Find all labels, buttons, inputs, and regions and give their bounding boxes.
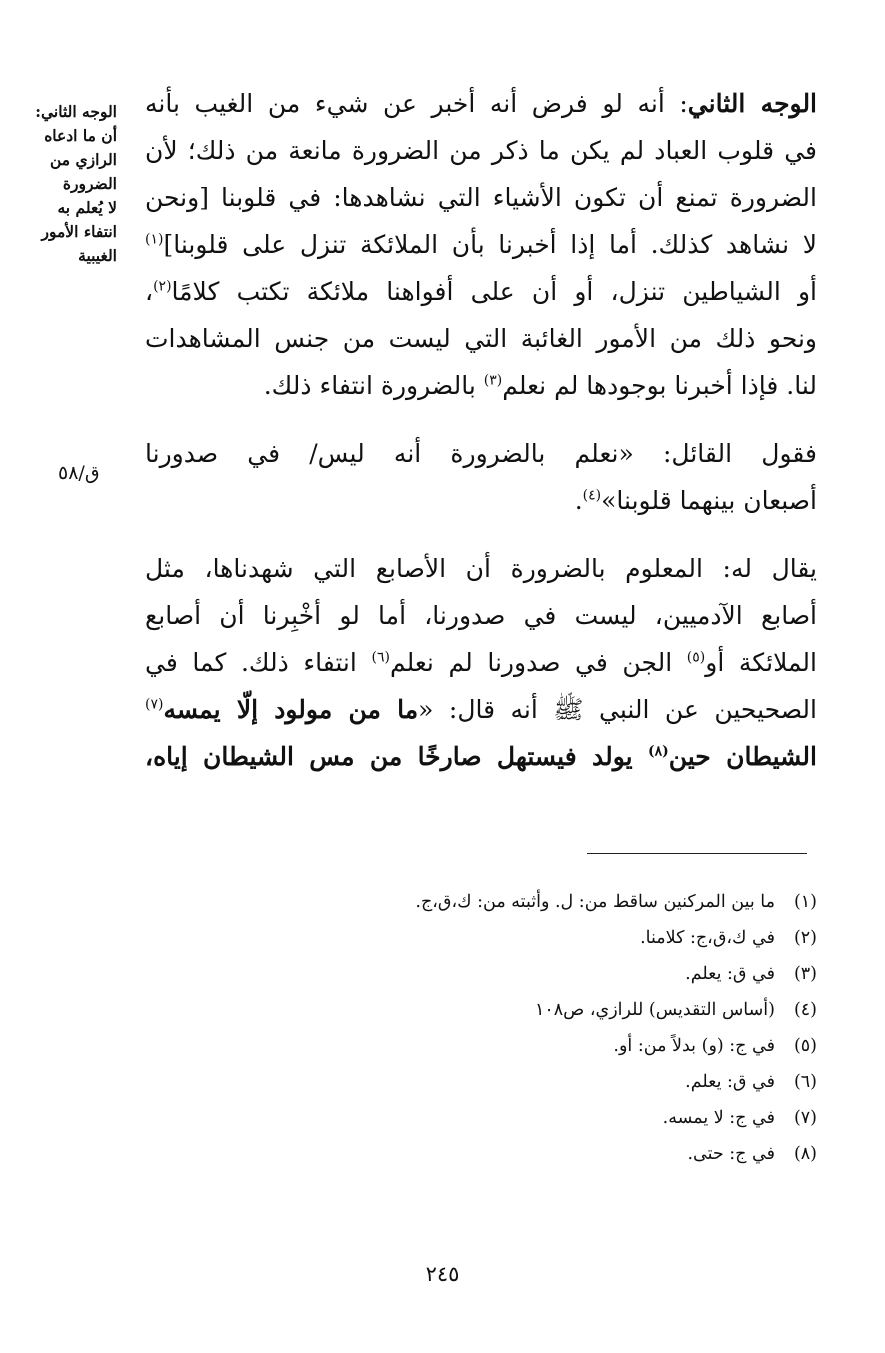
margin-note bbox=[25, 100, 117, 268]
footnote-ref: (٣) bbox=[483, 372, 503, 389]
text-line: لا نشاهد كذلك. أما إذا أخبرنا بأن الملائكة تنزل على قلوبنا]$^{(١)}$ bbox=[145, 230, 817, 259]
footnote-ref: (١) bbox=[145, 231, 164, 248]
footnote-number: (٢) bbox=[793, 928, 817, 948]
footnote-ref: (٨) bbox=[647, 743, 669, 760]
text-line: ونحو ذلك من الأمور الغائبة التي ليست من جنس المشاهدات bbox=[145, 324, 817, 353]
margin-note-line: لا يُعلم به bbox=[57, 198, 117, 217]
margin-note-line: الرازي من bbox=[49, 150, 117, 169]
footnote bbox=[145, 1028, 817, 1064]
footnote-ref: (٢) bbox=[153, 278, 172, 295]
footnote-number: (١) bbox=[793, 892, 817, 912]
paragraph-1 bbox=[145, 80, 817, 409]
footnote-number: (٣) bbox=[793, 964, 817, 984]
text-line: فقول القائل: «نعلم بالضرورة أنه ليس/ في صدورنا bbox=[145, 439, 817, 468]
footnote-number: (٦) bbox=[793, 1072, 817, 1092]
footnote-text: في ك،ق،ج: كلامنا. bbox=[640, 928, 775, 948]
footnote bbox=[145, 992, 817, 1028]
footnote-ref: (٤) bbox=[582, 487, 602, 504]
margin-note-line: أن ما ادعاه bbox=[44, 126, 117, 145]
footnote bbox=[145, 1064, 817, 1100]
footnote-text: في ج: حتى. bbox=[687, 1144, 775, 1164]
footnote-text: (أساس التقديس) للرازي، ص١٠٨ bbox=[534, 1000, 775, 1020]
hadith-text: ما من مولود إلّا يمسه bbox=[163, 695, 419, 724]
paragraph-2 bbox=[145, 430, 817, 524]
text-line: الصحيحين عن النبي ﷺ أنه قال: «ما من مولود إلّا يمسه$^{(٧)}$ bbox=[145, 695, 817, 724]
page-number: ٢٤٥ bbox=[425, 1262, 460, 1286]
text-line: يقال له: المعلوم بالضرورة أن الأصابع التي شهدناها، مثل bbox=[145, 554, 817, 583]
footnote bbox=[145, 920, 817, 956]
footnote-separator bbox=[587, 853, 807, 854]
footnote-number: (٤) bbox=[793, 1000, 817, 1020]
footnote-number: (٨) bbox=[793, 1144, 817, 1164]
text-line: الشيطان حين$^{(٨)}$ يولد فيستهل صارخًا من مس الشيطان إياه، bbox=[145, 742, 817, 771]
footnote-number: (٥) bbox=[793, 1036, 817, 1056]
text-line: أصبعان بينهما قلوبنا»$^{(٤)}$. bbox=[574, 486, 817, 515]
margin-note-line: الغيبية bbox=[78, 246, 117, 265]
text-line: أو الشياطين تنزل، أو أن على أفواهنا ملائكة تكتب كلامًا$^{(٢)}$، bbox=[145, 277, 817, 306]
footnote bbox=[145, 1100, 817, 1136]
footnote bbox=[145, 884, 817, 920]
footnote-ref: (٥) bbox=[686, 649, 706, 666]
paragraph-3 bbox=[145, 545, 817, 780]
text-line: في قلوب العباد لم يكن ما ذكر من الضرورة مانعة من ذلك؛ لأن bbox=[145, 136, 817, 165]
text-line: الضرورة تمنع أن تكون الأشياء التي نشاهدها: في قلوبنا [ونحن bbox=[145, 183, 817, 212]
footnote-text: في ج: (و) بدلاً من: أو. bbox=[613, 1036, 775, 1056]
footnote-ref: (٦) bbox=[371, 649, 390, 666]
margin-note-line: الضرورة bbox=[62, 174, 117, 193]
footnote-text: في ق: يعلم. bbox=[685, 1072, 775, 1092]
text-line: لنا. فإذا أخبرنا بوجودها لم نعلم$^{(٣)}$ بالضرورة انتفاء ذلك. bbox=[263, 371, 817, 400]
footnote-text: في ق: يعلم. bbox=[685, 964, 775, 984]
footnote bbox=[145, 1136, 817, 1172]
footnote-text: في ج: لا يمسه. bbox=[662, 1108, 775, 1128]
footnote-number: (٧) bbox=[793, 1108, 817, 1128]
footnote-ref: (٧) bbox=[145, 696, 164, 713]
footnote bbox=[145, 956, 817, 992]
section-lead: الوجه الثاني bbox=[687, 89, 818, 118]
text-line: أصابع الآدميين، ليست في صدورنا، أما لو أخْبِرنا أن أصابع bbox=[145, 601, 817, 630]
footnotes bbox=[145, 884, 817, 1172]
text-line: الوجه الثاني: أنه لو فرض أنه أخبر عن شيء من الغيب بأنه bbox=[145, 89, 818, 118]
margin-note-line: الوجه الثاني: bbox=[35, 102, 117, 121]
margin-note-line: انتفاء الأمور bbox=[41, 222, 117, 241]
manuscript-folio-marker: ق/٥٨ bbox=[58, 462, 100, 484]
text-line: الملائكة أو$^{(٥)}$ الجن في صدورنا لم نعلم$^{(٦)}$ انتفاء ذلك. كما في bbox=[145, 648, 817, 677]
footnote-text: ما بين المركنين ساقط من: ل. وأثبته من: ك،ق،ج. bbox=[415, 892, 775, 912]
main-text bbox=[145, 80, 817, 780]
